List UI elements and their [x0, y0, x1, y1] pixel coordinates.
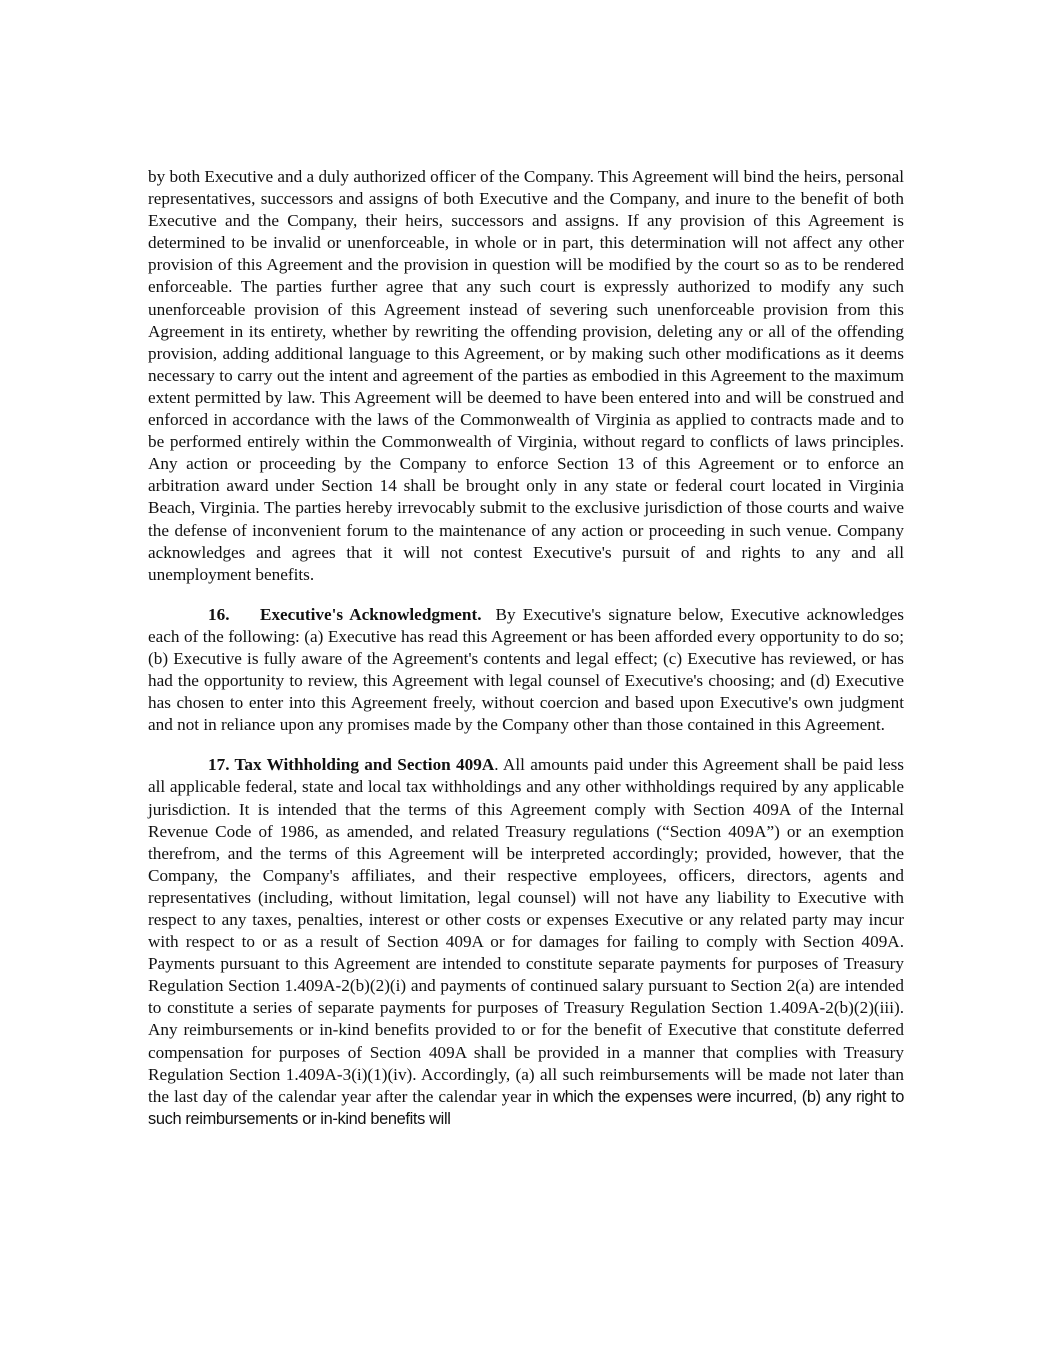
section-16-number: 16.	[208, 604, 230, 624]
section-17-paragraph	[148, 754, 904, 1130]
document-page	[148, 166, 904, 1148]
section-17-heading: 17. Tax Withholding and Section 409A	[208, 755, 495, 775]
section-16-body: By Executive's signature below, Executive acknowledges each of the following: (a) Executive has read this Agreement or has been afforded every opportunity to do so; (b) Executive is fully aware of the Agreement's contents and legal effect; (c) Executive has reviewed, or has had the opportunity to review, this Agreement with legal counsel of Executive's choosing; and (d) Executive has chosen to enter into this Agreement freely, without coercion and based upon Executive's own judgment and not in reliance upon any promises made by the Company other than those contained in this Agreement.	[148, 604, 904, 735]
section-17-body-last-line: in which the expenses were incurred, (b) any right to such reimbursements or in-kind benefits will	[148, 1087, 904, 1128]
section-17-heading-suffix: .	[494, 755, 499, 775]
section-17-body: All amounts paid under this Agreement shall be paid less all applicable federal, state and local tax withholdings and any other withholdings required by any applicable jurisdiction. It is intended that the terms of this Agreement comply with Section 409A of the Internal Revenue Code of 1986, as amended, and related Treasury regulations (“Section 409A”) or an exemption therefrom, and the terms of this Agreement will be interpreted accordingly; provided, however, that the Company, the Company's affiliates, and their respective employees, officers, directors, agents and representatives (including, without limitation, legal counsel) will not have any liability to Executive with respect to any taxes, penalties, interest or other costs or expenses Executive or any related party may incur with respect to or as a result of Section 409A or for damages for failing to comply with Section 409A. Payments pursuant to this Agreement are intended to constitute separate payments for purposes of Treasury Regulation Section 1.409A-2(b)(2)(i) and payments of continued salary pursuant to Section 2(a) are intended to constitute a series of separate payments for purposes of Treasury Regulation Section 1.409A-2(b)(2)(iii). Any reimbursements or in-kind benefits provided to or for the benefit of Executive that constitute deferred compensation for purposes of Section 409A shall be provided in a manner that complies with Treasury Regulation Section 1.409A-3(i)(1)(iv). Accordingly, (a) all such reimbursements will be made not later than the last day of the calendar year after the calendar year	[148, 755, 904, 1106]
continuation-paragraph: by both Executive and a duly authorized officer of the Company. This Agreement will bind the heirs, personal representatives, successors and assigns of both Executive and the Company, and inure to the benefit of both Executive and the Company, their heirs, successors and assigns. If any provision of this Agreement is determined to be invalid or unenforceable, in whole or in part, this determination will not affect any other provision of this Agreement and the provision in question will be modified by the court so as to be rendered enforceable. The parties further agree that any such court is expressly authorized to modify any such unenforceable provision of this Agreement instead of severing such unenforceable provision from this Agreement in its entirety, whether by rewriting the offending provision, deleting any or all of the offending provision, adding additional language to this Agreement, or by making such other modifications as it deems necessary to carry out the intent and agreement of the parties as embodied in this Agreement to the maximum extent permitted by law. This Agreement will be deemed to have been entered into and will be construed and enforced in accordance with the laws of the Commonwealth of Virginia as applied to contracts made and to be performed entirely within the Commonwealth of Virginia, without regard to conflicts of laws principles. Any action or proceeding by the Company to enforce Section 13 of this Agreement or to enforce an arbitration award under Section 14 shall be brought only in any state or federal court located in Virginia Beach, Virginia. The parties hereby irrevocably submit to the exclusive jurisdiction of those courts and waive the defense of inconvenient forum to the maintenance of any action or proceeding in such venue. Company acknowledges and agrees that it will not contest Executive's pursuit of and rights to any and all unemployment benefits.	[148, 167, 904, 584]
section-16-paragraph	[148, 604, 904, 737]
section-16-heading: Executive's Acknowledgment.	[260, 604, 482, 624]
